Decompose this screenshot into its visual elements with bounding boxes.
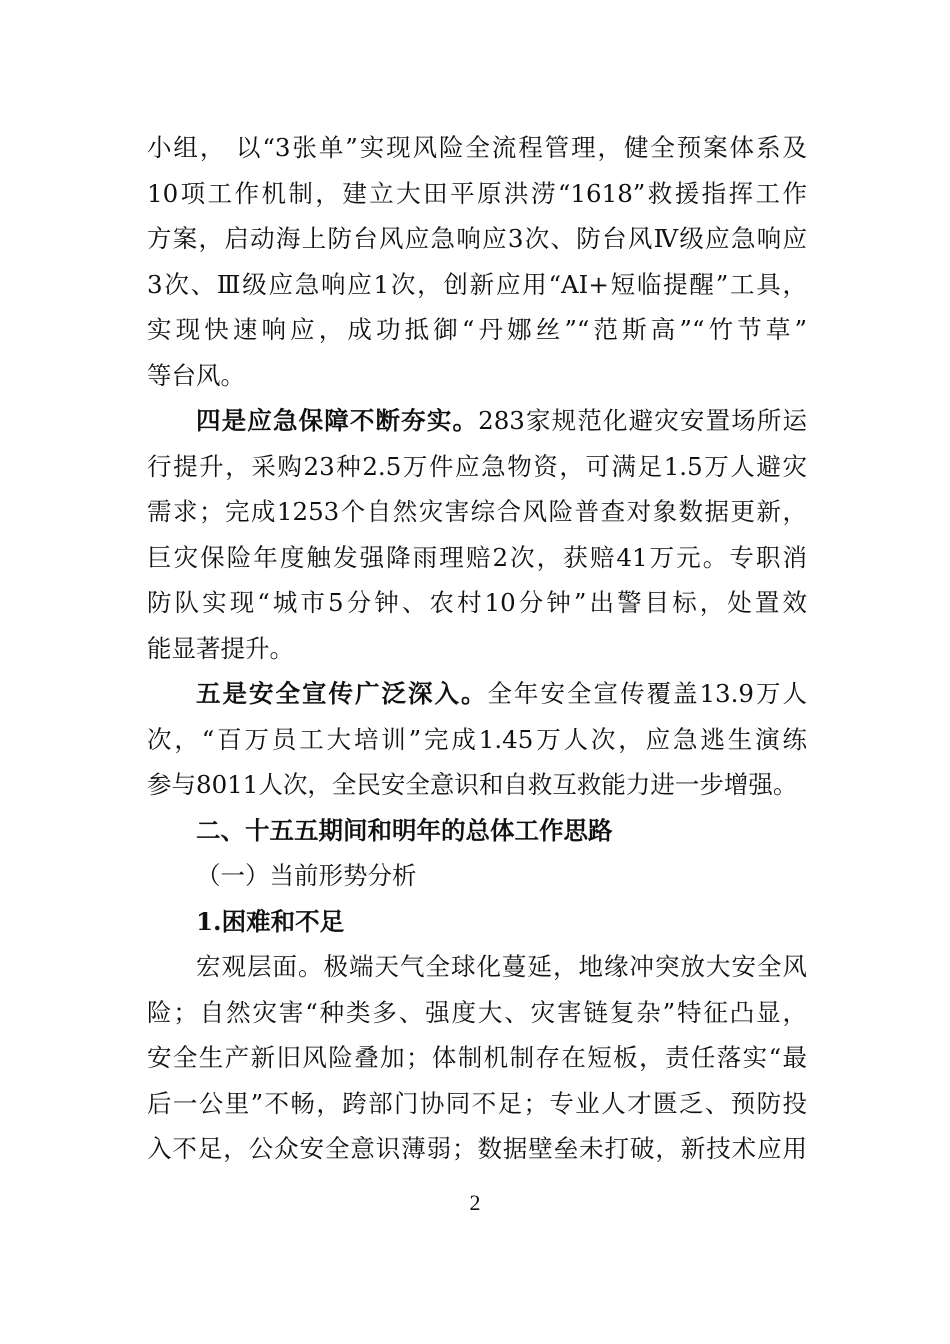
text-line: 3次、Ⅲ级应急响应1次，创新应用“AI+短临提醒”工具， [147, 270, 807, 299]
text-line: 能显著提升。 [147, 634, 294, 663]
text-line: 等台风。 [147, 361, 245, 390]
paragraph-text: 全年安全宣传覆盖13.9万人 [487, 679, 807, 708]
text-line: 需求；完成1253个自然灾害综合风险普查对象数据更新， [147, 497, 807, 526]
text-line: 防队实现“城市5分钟、农村10分钟”出警目标，处置效 [147, 588, 807, 617]
text-line: 行提升，采购23种2.5万件应急物资，可满足1.5万人避灾 [147, 452, 807, 481]
item-heading: 1.困难和不足 [196, 907, 345, 936]
subsection-heading: （一）当前形势分析 [196, 861, 417, 890]
text-line: 安全生产新旧风险叠加；体制机制存在短板，责任落实“最 [147, 1043, 807, 1072]
paragraph-lead: 五是安全宣传广泛深入。 [196, 679, 488, 708]
text-line: 小组， 以“3张单”实现风险全流程管理，健全预案体系及 [147, 133, 807, 162]
text-line: 巨灾保险年度触发强降雨理赔2次，获赔41万元。专职消 [147, 543, 807, 572]
paragraph-lead: 四是应急保障不断夯实。 [196, 406, 479, 435]
section-heading: 二、十五五期间和明年的总体工作思路 [196, 816, 613, 845]
text-line: 后一公里”不畅，跨部门协同不足；专业人才匮乏、预防投 [147, 1089, 807, 1118]
text-line: 参与8011人次，全民安全意识和自救互救能力进一步增强。 [147, 770, 798, 799]
text-line: 宏观层面。极端天气全球化蔓延，地缘冲突放大安全风 [196, 952, 807, 981]
text-line: 次，“百万员工大培训”完成1.45万人次，应急逃生演练 [147, 725, 807, 754]
text-line: 实现快速响应，成功抵御“丹娜丝”“范斯高”“竹节草” [147, 315, 807, 344]
paragraph-first-line [196, 677, 807, 711]
text-line: 入不足，公众安全意识薄弱；数据壁垒未打破，新技术应用 [147, 1134, 807, 1163]
paragraph-first-line [196, 404, 807, 438]
text-line: 险；自然灾害“种类多、强度大、灾害链复杂”特征凸显， [147, 998, 807, 1027]
paragraph-text: 283家规范化避灾安置场所运 [478, 406, 808, 435]
text-line: 10项工作机制，建立大田平原洪涝“1618”救援指挥工作 [147, 179, 807, 208]
page-number: 2 [469, 1190, 481, 1215]
text-line: 方案，启动海上防台风应急响应3次、防台风Ⅳ级应急响应 [147, 224, 807, 253]
